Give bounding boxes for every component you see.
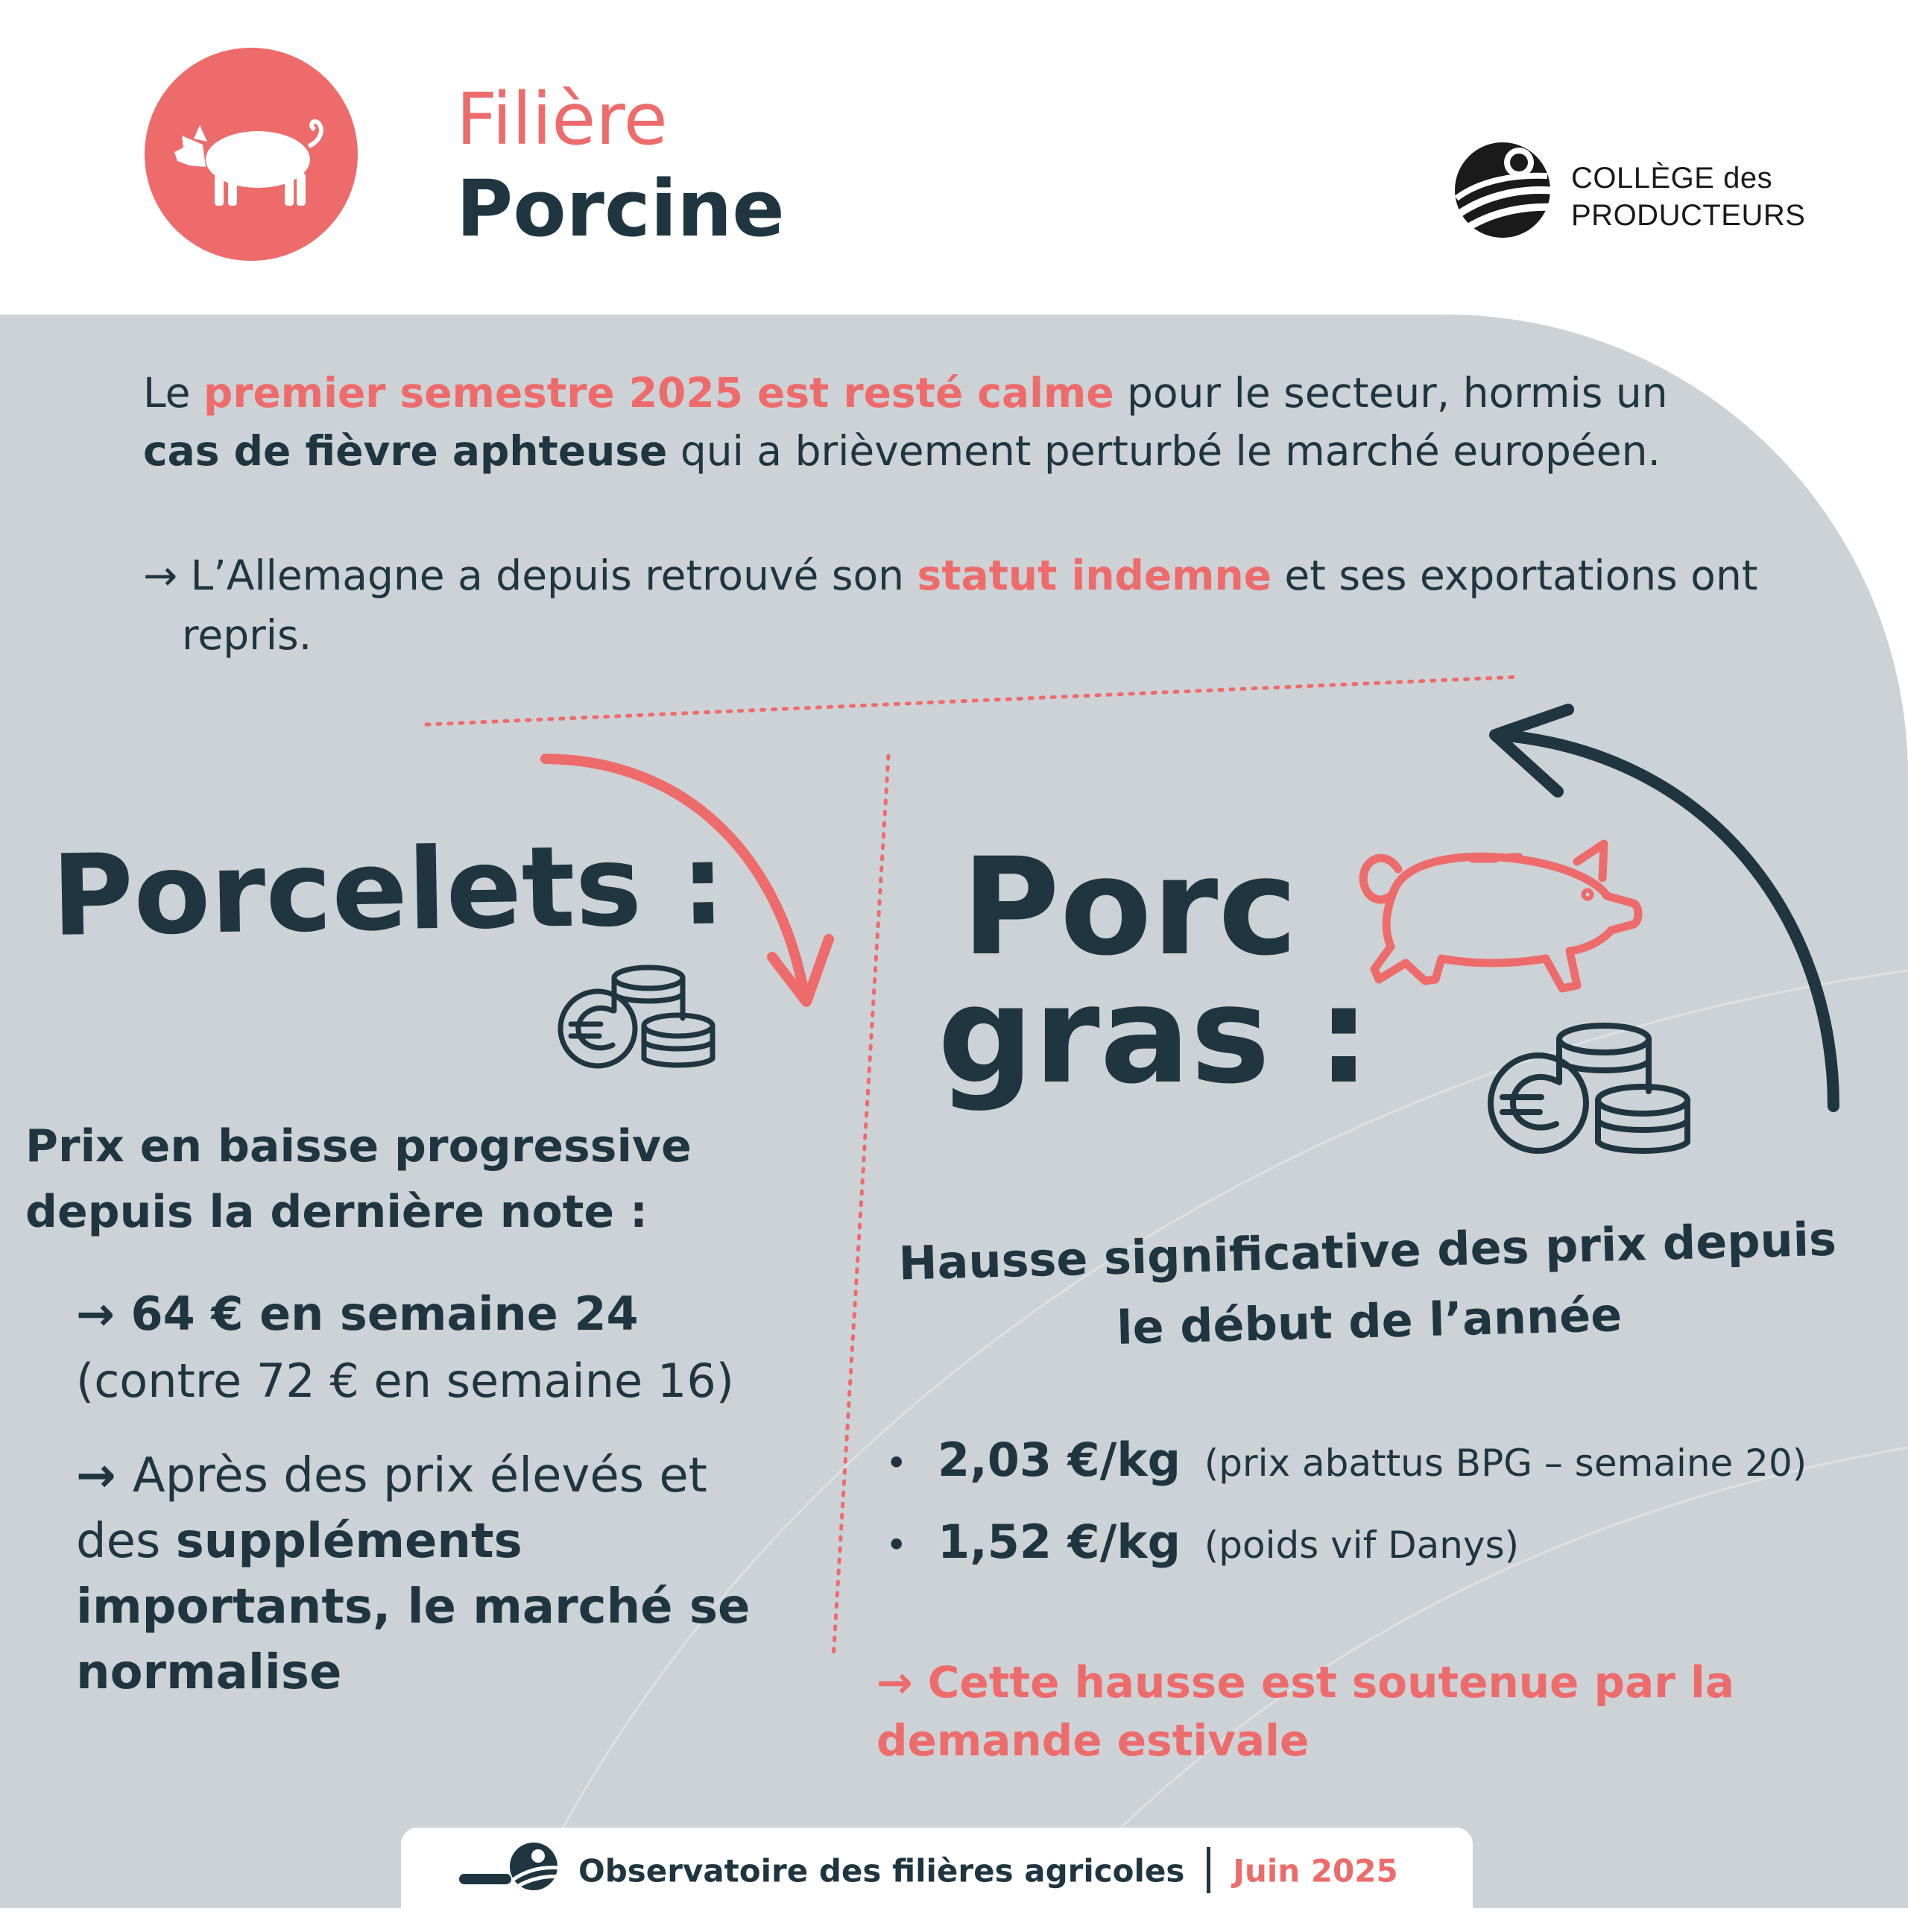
intro-accent: premier semestre 2025 est resté calme	[203, 369, 1114, 417]
conclusion-arrow: →	[876, 1657, 928, 1708]
porc-gras-title-line1: Porc	[961, 830, 1298, 985]
logo-line-2: PRODUCTEURS	[1571, 199, 1806, 232]
porc-gras-bullet-1	[885, 1433, 1807, 1488]
intro-paragraph	[143, 364, 1723, 480]
price-value: 1,52 €/kg	[938, 1515, 1181, 1569]
footer-divider	[1207, 1847, 1210, 1893]
footer-date: Juin 2025	[1233, 1852, 1398, 1890]
intro-strong: cas de fièvre aphteuse	[143, 427, 668, 475]
intro-text: Le	[143, 369, 203, 417]
header	[0, 0, 1908, 315]
porcelets-b2-text: Après des prix élevés et des	[76, 1448, 707, 1569]
porc-gras-conclusion	[876, 1653, 1845, 1770]
college-logo-text	[1571, 160, 1805, 234]
bullet-arrow: →	[76, 1287, 131, 1341]
pig-badge-icon	[145, 48, 358, 261]
tractor-logo-icon	[456, 1841, 568, 1893]
porcelets-bullet-2	[76, 1443, 806, 1705]
euro-coins-icon	[549, 962, 720, 1073]
header-title-filiere: Filière	[456, 78, 668, 161]
bullet-dot: •	[885, 1442, 908, 1485]
porc-gras-title-line2: gras :	[938, 958, 1371, 1114]
logo-line-1: COLLÈGE des	[1571, 162, 1773, 195]
conclusion-text: Cette hausse est soutenue par la demande estivale	[876, 1657, 1735, 1766]
intro-2-text: L’Allemagne a depuis retrouvé son	[190, 552, 917, 599]
footer-title: Observatoire des filières agricoles	[578, 1852, 1185, 1890]
header-title-porcine: Porcine	[456, 163, 785, 254]
porcelets-lead: Prix en baisse progressive depuis la dernière note :	[25, 1120, 692, 1238]
price-value: 2,03 €/kg	[938, 1433, 1181, 1487]
porc-gras-lead: Hausse significative des prix depuis le début de l’année	[897, 1211, 1837, 1355]
intro-2-accent: statut indemne	[917, 552, 1272, 599]
porc-gras-bullet-2	[885, 1515, 1519, 1570]
bullet-dot: •	[885, 1524, 908, 1567]
bullet-arrow: →	[76, 1448, 133, 1503]
footer-label	[578, 1850, 1398, 1896]
porcelets-price-previous: (contre 72 € en semaine 16)	[76, 1354, 734, 1408]
price-note: (prix abattus BPG – semaine 20)	[1204, 1442, 1807, 1485]
porcelets-bullet-1	[76, 1281, 734, 1415]
porcelets-b2-strong: suppléments importants, le marché se normalise	[76, 1514, 751, 1700]
intro-arrow: →	[143, 552, 191, 599]
price-note: (poids vif Danys)	[1204, 1524, 1520, 1567]
euro-coins-icon	[1473, 1020, 1696, 1160]
college-logo-icon	[1443, 134, 1562, 246]
intro-2-end: et ses exportations ont repris.	[182, 552, 1758, 659]
intro-paragraph-2	[143, 546, 1762, 665]
intro-text-mid: pour le secteur, hormis un	[1113, 369, 1668, 417]
pig-outline-icon	[1353, 832, 1667, 1026]
porcelets-price-current: 64 € en semaine 24	[130, 1287, 639, 1341]
porcelets-title: Porcelets :	[50, 820, 727, 962]
intro-text-end: qui a brièvement perturbé le marché européen.	[667, 427, 1661, 475]
